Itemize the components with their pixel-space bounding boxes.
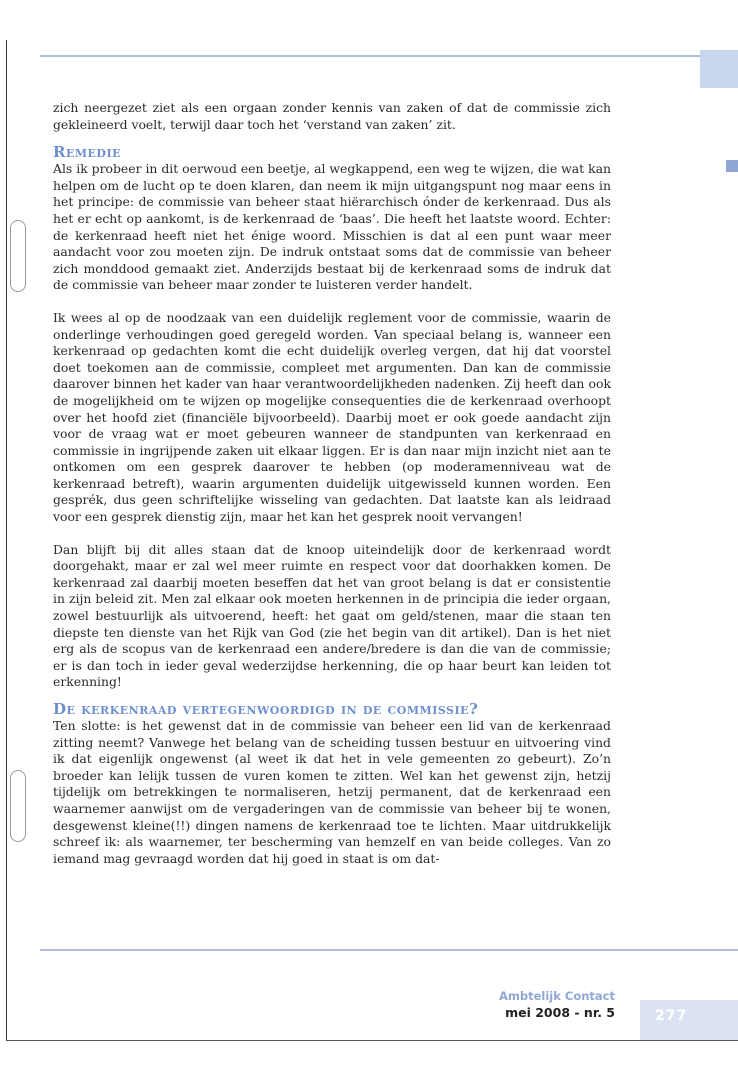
intro-paragraph: zich neergezet ziet als een orgaan zonder kennis van zaken of dat de commissie zich gekleineerd voelt, terwijl daar toch het ‘verstand van zaken’ zit.	[53, 100, 611, 132]
page-edge-left	[6, 40, 7, 1040]
page-number: 277	[655, 1008, 688, 1024]
header-accent-block	[700, 50, 738, 88]
paragraph-1: Als ik probeer in dit oerwoud een beetje, al wegkappend, een weg te wijzen, die wat kan helpen om de lucht op te doen klaren, dan neem ik mijn uitgangspunt nog maar eens in het principe: de commissie van beheer staat hiërarchisch ónder de kerkenraad. Dus als het er echt op aankomt, is de kerkenraad de ‘baas’. Die heeft het laatste woord. Echter: de kerkenraad heeft niet het énige woord. Misschien is dat al een punt waar meer aandacht voor zou moeten zijn. De indruk ontstaat soms dat de commissie van beheer zich monddood gemaakt ziet. Anderzijds bestaat bij de kerkenraad soms de indruk dat de commissie van beheer maar zonder te luisteren verder handelt.	[53, 161, 611, 293]
page-edge-bottom	[6, 1040, 738, 1041]
side-tab-marker	[726, 160, 738, 172]
paragraph-2: Ik wees al op de noodzaak van een duidelijk reglement voor de commissie, waarin de onderlinge verhoudingen goed geregeld worden. Van speciaal belang is, wanneer een kerkenraad op gedachten komt die echt duidelijk overleg vergen, dat hij dat voorstel doet toekomen aan de commissie, compleet met argumenten. Dan kan de commissie daarover binnen het kader van haar verantwoordelijkheden nadenken. Zij heeft dan ook de mogelijkheid om te wijzen op mogelijke consequenties die de kerkenraad overhoopt over het hoofd ziet (financiële bijvoorbeeld). Daarbij moet er ook goede aandacht zijn voor de vraag wat er moet gebeuren wanneer de standpunten van kerkenraad en commissie in ingrijpende zaken uit elkaar liggen. Er is dan naar mijn inzicht niet aan te ontkomen om een gesprek daarover te hebben (op moderamenniveau wat de kerkenraad betreft), waarin argumenten duidelijk uitgewisseld kunnen worden. Een gesprék, dus geen schriftelijke wisseling van gedachten. Dat laatste kan als leidraad voor een gesprek dienstig zijn, maar het kan het gesprek nooit vervangen!	[53, 309, 611, 525]
section-heading-remedie: Remedie	[53, 143, 121, 162]
binder-clip-icon	[10, 770, 26, 842]
paragraph-3: Dan blijft bij dit alles staan dat de knoop uiteindelijk door de kerkenraad wordt doorgehakt, maar er zal wel meer ruimte en respect voor dat doorhakken komen. De kerkenraad zal daarbij moeten beseffen dat het van groot belang is dat er consistentie in zijn beleid zit. Men zal elkaar ook moeten herkennen in de principia die ieder orgaan, zowel bestuurlijk als uitvoerend, heeft: het gaat om geld/stenen, maar die staan ten diepste ten dienste van het Rijk van God (zie het begin van dit artikel). Dan is het niet erg als de scopus van de kerkenraad een andere/bredere is dan die van de commissie; er is dan toch in ieder geval wederzijdse herkenning, die op haar beurt kan leiden tot erkenning!	[53, 541, 611, 690]
footer	[499, 988, 615, 1022]
paragraph-4: Ten slotte: is het gewenst dat in de commissie van beheer een lid van de kerkenraad zitting neemt? Vanwege het belang van de scheiding tussen bestuur en uitvoering vind ik dat eigenlijk ongewenst (al weet ik dat het in vele gemeenten zo gebeurt). Zo’n broeder kan lelijk tussen de vuren komen te zitten. Wel kan het gewenst zijn, hetzij tijdelijk om betrekkingen te normaliseren, hetzij permanent, dat de kerkenraad een waarnemer aanwijst om de vergaderingen van de commissie van beheer bij te wonen, desgewenst kleine(!!) dingen namens de kerkenraad toe te lichten. Maar uitdrukkelijk schreef ik: als waarnemer, ter bescherming van hemzelf en van beide colleges. Van zo iemand mag gevraagd worden dat hij goed in staat is om dat-	[53, 718, 611, 866]
article-body	[53, 100, 611, 867]
binder-clip-icon	[10, 220, 26, 292]
issue-info: mei 2008 - nr. 5	[505, 1005, 615, 1020]
footer-rule	[40, 949, 738, 951]
section-heading-vertegenwoordigd: De kerkenraad vertegenwoordigd in de commissie?	[53, 700, 479, 718]
header-rule	[40, 55, 738, 57]
magazine-name: Ambtelijk Contact	[499, 989, 615, 1003]
